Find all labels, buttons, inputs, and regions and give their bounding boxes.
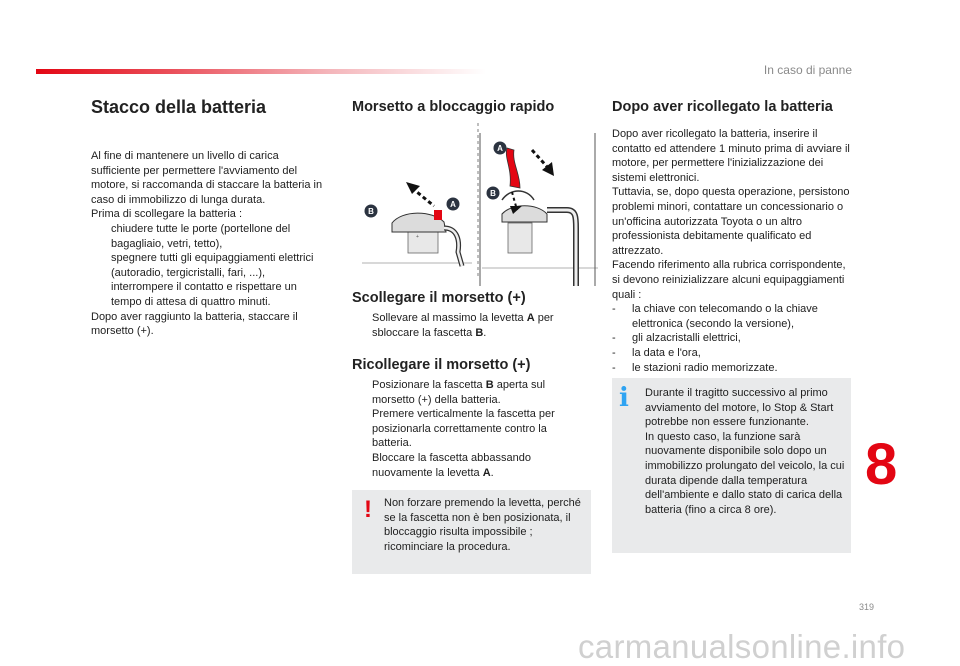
label-a-right: A bbox=[497, 144, 503, 153]
watermark: carmanualsonline.info bbox=[578, 628, 906, 665]
col3-para: Tuttavia, se, dopo questa operazione, persistono problemi minori, contattare un concessionario o un'officina autorizzata Toyota o un altro professionista debitamente qualificato ed attrezzato. bbox=[612, 186, 850, 257]
label-b-left: B bbox=[368, 207, 374, 216]
warning-icon: ! bbox=[364, 496, 372, 523]
col3-item: - le stazioni radio memorizzate. bbox=[612, 361, 778, 374]
disconnect-step: Sollevare al massimo la levetta A per sbloccare la fascetta B. bbox=[372, 312, 554, 339]
page-number: 319 bbox=[858, 602, 874, 612]
clamp-closed-drawing bbox=[480, 133, 598, 286]
col1-intro: Al fine di mantenere un livello di carica sufficiente per permettere l'avviamento del motore, si raccomanda di staccare la batteria in caso di immobilizzo di lunga durata. bbox=[91, 150, 323, 206]
col3-body bbox=[612, 127, 852, 375]
dash-icon: - bbox=[612, 361, 616, 374]
reconnect-title: Ricollegare il morsetto (+) bbox=[352, 357, 531, 373]
label-a-left: A bbox=[450, 200, 456, 209]
header-accent-bar bbox=[36, 69, 486, 74]
reconnect-step: Bloccare la fascetta abbassando nuovamente la levetta A. bbox=[372, 451, 531, 479]
section-name: In caso di panne bbox=[763, 63, 852, 77]
reconnect-step: Premere verticalmente la fascetta per posizionarla correttamente contro la batteria. bbox=[372, 408, 555, 450]
col3-item: - la chiave con telecomando o la chiave elettronica (secondo la versione), bbox=[612, 303, 818, 330]
disconnect-title: Scollegare il morsetto (+) bbox=[352, 290, 526, 306]
col1-bullet: interrompere il contatto e rispettare un tempo di attesa di quattro minuti. bbox=[111, 281, 297, 308]
col1-outro: Dopo aver raggiunto la batteria, staccare il morsetto (+). bbox=[91, 310, 298, 338]
info-text: Durante il tragitto successivo al primo avviamento del motore, lo Stop & Start potrebbe non essere funzionante. In questo caso, la funzione sarà nuovamente disponibile solo dopo un immobilizzo prolungato del veicolo, la cui durata dipende dalla temperatura dell'ambiente e dallo stato di carica della batteria (fino a circa 8 ore). bbox=[645, 387, 845, 516]
col1-title: Stacco della batteria bbox=[91, 97, 267, 117]
col1-body bbox=[91, 149, 326, 339]
clamp-open-drawing bbox=[362, 182, 472, 266]
label-b-right: B bbox=[490, 189, 496, 198]
col1-bullet: chiudere tutte le porte (portellone del bagagliaio, vetri, tetto), bbox=[111, 222, 291, 250]
dash-icon: - bbox=[612, 346, 616, 359]
dash-icon: - bbox=[612, 332, 616, 345]
col3-para: Dopo aver ricollegato la batteria, inserire il contatto ed attendere 1 minuto prima di avviare il motore, per permettere l'inizializzazione dei sistemi elettronici. bbox=[612, 128, 850, 184]
col3-item: - la data e l'ora, bbox=[612, 346, 701, 359]
info-icon: i bbox=[619, 383, 629, 413]
col2-title: Morsetto a bloccaggio rapido bbox=[352, 99, 555, 115]
col3-para: Facendo riferimento alla rubrica corrispondente, si devono reinizializzare alcuni equipaggiamenti quali : bbox=[612, 259, 846, 301]
dash-icon: - bbox=[612, 303, 616, 316]
col1-lead: Prima di scollegare la batteria : bbox=[91, 208, 243, 221]
reconnect-step: Posizionare la fascetta B aperta sul morsetto (+) della batteria. bbox=[372, 379, 546, 406]
col3-item: - gli alzacristalli elettrici, bbox=[612, 332, 741, 345]
disconnect-body bbox=[352, 311, 577, 340]
col3-title: Dopo aver ricollegato la batteria bbox=[612, 99, 833, 115]
svg-text:+: + bbox=[416, 234, 419, 240]
battery-clamp-illustration bbox=[362, 118, 598, 286]
chapter-number: 8 bbox=[865, 432, 898, 497]
warning-text: Non forzare premendo la levetta, perché se la fascetta non è ben posizionata, il bloccaggio risulta impossibile ; ricominciare la procedura. bbox=[384, 497, 581, 553]
col1-bullet: spegnere tutti gli equipaggiamenti elettrici (autoradio, tergicristalli, fari, ...), bbox=[111, 252, 314, 279]
reconnect-body bbox=[352, 378, 577, 480]
